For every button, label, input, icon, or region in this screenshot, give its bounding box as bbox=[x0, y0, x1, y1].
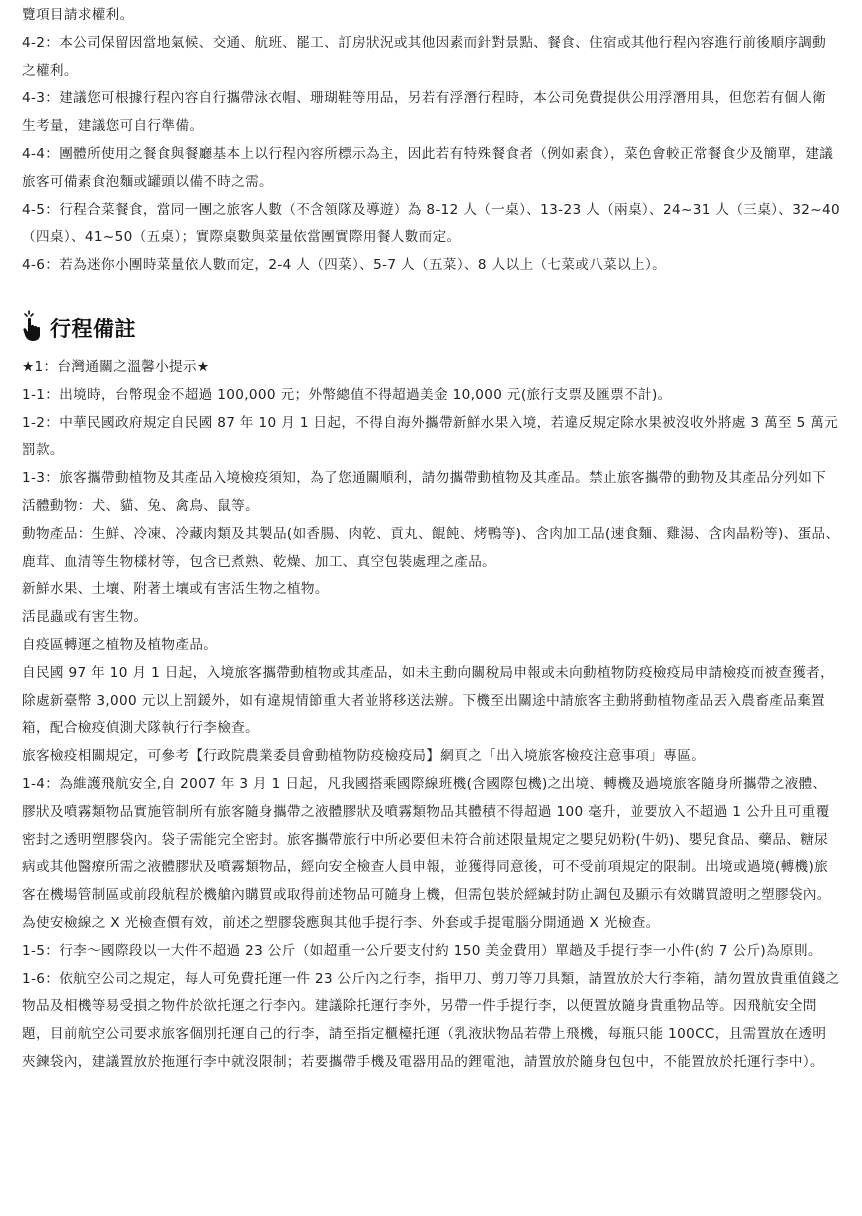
itinerary-notes bbox=[22, 354, 840, 1077]
paragraph: 1-5：行李～國際段以一大件不超過 23 公斤（如超重一公斤要支付約 150 美金費用）單趟及手提行李一小件(約 7 公斤)為原則。 bbox=[22, 942, 822, 959]
paragraph: 1-2：中華民國政府規定自民國 87 年 10 月 1 日起，不得自海外攜帶新鮮水果入境，若違反規定除水果被沒收外將處 3 萬至 5 萬元罰款。 bbox=[22, 414, 839, 459]
top-notes bbox=[22, 2, 840, 280]
paragraph: 4-6：若為迷你小團時菜量依人數而定，2-4 人（四菜）、5-7 人（五菜）、8 人以上（七菜或八菜以上）。 bbox=[22, 257, 667, 274]
paragraph: 1-3：旅客攜帶動植物及其產品入境檢疫須知，為了您通關順利，請勿攜帶動植物及其產品。禁止旅客攜帶的動物及其產品分列如下 bbox=[22, 470, 827, 487]
paragraph: 新鮮水果、土壤、附著土壤或有害活生物之植物。 bbox=[22, 581, 329, 598]
section-heading bbox=[22, 308, 840, 348]
paragraph: 活體動物：犬、貓、兔、禽鳥、鼠等。 bbox=[22, 497, 260, 514]
paragraph: 動物產品：生鮮、冷凍、冷藏肉類及其製品(如香腸、肉乾、貢丸、餛飩、烤鴨等)、含肉加工品(速食麵、雞湯、含肉晶粉等)、蛋品、鹿茸、血清等生物樣材等，包含已煮熟、乾燥、加工、真空包裝處理之產品。 bbox=[22, 525, 840, 570]
paragraph: 4-4：團體所使用之餐食與餐廳基本上以行程內容所標示為主，因此若有特殊餐食者（例如素食），菜色會較正常餐食少及簡單，建議旅客可備素食泡麵或罐頭以備不時之需。 bbox=[22, 145, 834, 190]
paragraph: 4-2：本公司保留因當地氣候、交通、航班、罷工、訂房狀況或其他因素而針對景點、餐食、住宿或其他行程內容進行前後順序調動之權利。 bbox=[22, 34, 827, 79]
paragraph: 1-4：為維護飛航安全,自 2007 年 3 月 1 日起，凡我國搭乘國際線班機(含國際包機)之出境、轉機及過境旅客隨身所攜帶之液體、膠狀及噴霧類物品實施管制所有旅客隨身攜帶之液體膠狀及噴霧類物品其體積不得超過 100 毫升，並要放入不超過 1 公升且可重覆密封之透明塑膠袋內。袋子需能完全密封。旅客攜帶旅行中所必要但未符合前述限量規定之嬰兒奶粉(牛奶)、嬰兒食品、藥品、糖尿病或其他醫療所需之液體膠狀及噴霧類物品，經向安全檢查人員申報，並獲得同意後，可不受前項規定的限制。出境或過境(轉機)旅客在機場管制區或前段航程於機艙內購買或取得前述物品可隨身上機，但需包裝於經緘封防止調包及顯示有效購買證明之塑膠袋內。為使安檢線之 X 光檢查價有效，前述之塑膠袋應與其他手提行李、外套或手提電腦分開通過 X 光檢查。 bbox=[22, 775, 831, 931]
paragraph: 自民國 97 年 10 月 1 日起，入境旅客攜帶動植物或其產品，如未主動向關稅局申報或未向動植物防疫檢疫局申請檢疫而被查獲者，除處新臺幣 3,000 元以上罰鍰外，如有違規情節重大者並將移送法辦。下機至出關途中請旅客主動將動植物產品丟入農畜產品棄置箱，配合檢疫偵測犬隊執行行李檢查。 bbox=[22, 664, 835, 737]
paragraph: 活昆蟲或有害生物。 bbox=[22, 609, 148, 626]
paragraph: ★1：台灣通關之溫馨小提示★ bbox=[22, 358, 210, 375]
paragraph: 1-1：出境時，台幣現金不超過 100,000 元；外幣總值不得超過美金 10,000 元(旅行支票及匯票不計)。 bbox=[22, 386, 672, 403]
paragraph: 旅客檢疫相關規定，可參考【行政院農業委員會動植物防疫檢疫局】網頁之「出入境旅客檢疫注意事項」專區。 bbox=[22, 748, 706, 765]
section-title: 行程備註 bbox=[50, 316, 136, 341]
paragraph: 4-5：行程合菜餐食，當同一團之旅客人數（不含領隊及導遊）為 8-12 人（一桌）、13-23 人（兩桌）、24~31 人（三桌）、32~40（四桌）、41~50（五桌）；實際桌數與菜量依當團實際用餐人數而定。 bbox=[22, 201, 840, 246]
pointing-hand-icon bbox=[22, 310, 50, 346]
paragraph: 覽項目請求權利。 bbox=[22, 7, 134, 23]
paragraph: 4-3：建議您可根據行程內容自行攜帶泳衣帽、珊瑚鞋等用品，另若有浮潛行程時，本公司免費提供公用浮潛用具，但您若有個人衛生考量，建議您可自行準備。 bbox=[22, 90, 827, 135]
paragraph: 自疫區轉運之植物及植物產品。 bbox=[22, 636, 218, 653]
paragraph: 1-6：依航空公司之規定，每人可免費托運一件 23 公斤內之行李，指甲刀、剪刀等刀具類，請置放於大行李箱，請勿置放貴重值錢之物品及相機等易受損之物件於欲托運之行李內。建議除托運行李外，另帶一件手提行李，以便置放隨身貴重物品等。因飛航安全問題，目前航空公司要求旅客個別托運自己的行李，請至指定櫃檯托運（乳液狀物品若帶上飛機，每瓶只能 100CC，且需置放在透明夾鍊袋內，建議置放於拖運行李中就沒限制；若要攜帶手機及電器用品的鋰電池，請置放於隨身包包中，不能置放於托運行李中）。 bbox=[22, 970, 840, 1070]
